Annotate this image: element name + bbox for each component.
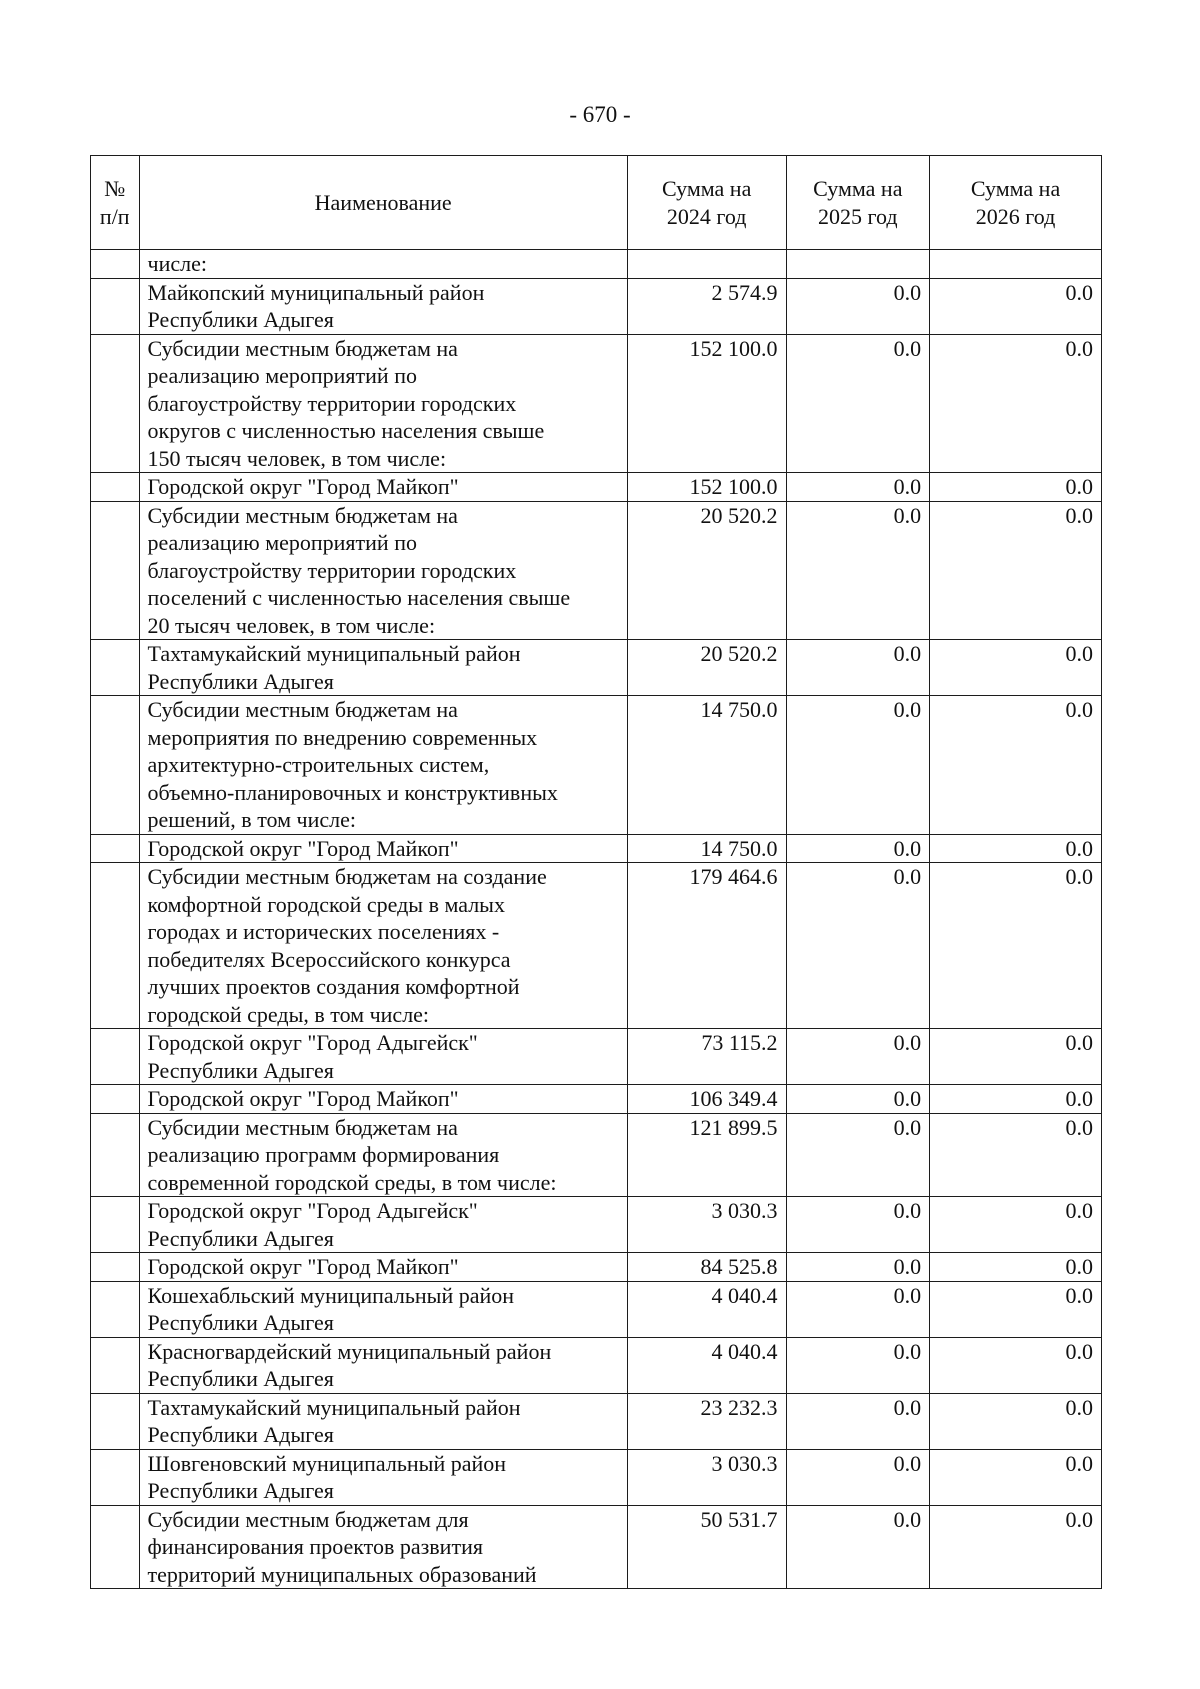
table-body (91, 250, 1102, 1589)
row-index-cell (91, 640, 140, 696)
table-row (91, 1281, 1102, 1337)
row-index-cell (91, 1113, 140, 1197)
row-index-cell (91, 1281, 140, 1337)
row-name-cell: Красногвардейский муниципальный район Республики Адыгея (139, 1337, 627, 1393)
row-sum-2024-cell: 73 115.2 (627, 1029, 786, 1085)
row-index-cell (91, 1029, 140, 1085)
row-sum-2024-cell: 3 030.3 (627, 1449, 786, 1505)
row-sum-2025-cell: 0.0 (786, 1393, 930, 1449)
row-sum-2025-cell: 0.0 (786, 1449, 930, 1505)
row-sum-2025-cell: 0.0 (786, 1337, 930, 1393)
row-name-cell: Субсидии местным бюджетам на реализацию программ формирования современной городской среды, в том числе: (139, 1113, 627, 1197)
row-index-cell (91, 334, 140, 473)
row-sum-2026-cell: 0.0 (930, 863, 1102, 1029)
row-name-cell: Городской округ "Город Адыгейск" Республики Адыгея (139, 1197, 627, 1253)
table-row (91, 278, 1102, 334)
row-index-cell (91, 1253, 140, 1282)
row-sum-2024-cell: 152 100.0 (627, 473, 786, 502)
row-sum-2025-cell: 0.0 (786, 473, 930, 502)
row-sum-2024-cell: 84 525.8 (627, 1253, 786, 1282)
row-sum-2026-cell: 0.0 (930, 696, 1102, 835)
row-sum-2024-cell: 20 520.2 (627, 501, 786, 640)
row-index-cell (91, 863, 140, 1029)
row-name-cell: числе: (139, 250, 627, 279)
row-index-cell (91, 834, 140, 863)
row-sum-2026-cell: 0.0 (930, 1029, 1102, 1085)
table-row (91, 834, 1102, 863)
row-sum-2024-cell: 152 100.0 (627, 334, 786, 473)
row-sum-2026-cell: 0.0 (930, 1253, 1102, 1282)
row-sum-2026-cell: 0.0 (930, 1505, 1102, 1589)
row-sum-2026-cell: 0.0 (930, 1085, 1102, 1114)
row-index-cell (91, 250, 140, 279)
table-row (91, 1197, 1102, 1253)
row-name-cell: Субсидии местным бюджетам на реализацию мероприятий по благоустройству территории городских округов с численностью населения свыше 150 тысяч человек, в том числе: (139, 334, 627, 473)
row-sum-2025-cell: 0.0 (786, 501, 930, 640)
row-name-cell: Субсидии местным бюджетам на реализацию мероприятий по благоустройству территории городских поселений с численностью населения свыше 20 тысяч человек, в том числе: (139, 501, 627, 640)
row-sum-2026-cell: 0.0 (930, 334, 1102, 473)
row-name-cell: Шовгеновский муниципальный район Республики Адыгея (139, 1449, 627, 1505)
row-sum-2026-cell: 0.0 (930, 501, 1102, 640)
row-name-cell: Майкопский муниципальный район Республики Адыгея (139, 278, 627, 334)
page-number: - 670 - (569, 102, 631, 127)
row-name-cell: Городской округ "Город Майкоп" (139, 834, 627, 863)
row-sum-2025-cell: 0.0 (786, 1029, 930, 1085)
row-name-cell: Городской округ "Город Адыгейск" Республики Адыгея (139, 1029, 627, 1085)
row-sum-2024-cell: 14 750.0 (627, 834, 786, 863)
row-sum-2026-cell: 0.0 (930, 1281, 1102, 1337)
header-index: № п/п (91, 156, 140, 250)
row-sum-2025-cell: 0.0 (786, 1085, 930, 1114)
row-sum-2026-cell (930, 250, 1102, 279)
table-row (91, 501, 1102, 640)
budget-table (90, 155, 1102, 1589)
row-sum-2026-cell: 0.0 (930, 1393, 1102, 1449)
row-sum-2025-cell (786, 250, 930, 279)
row-sum-2026-cell: 0.0 (930, 834, 1102, 863)
header-sum-2025: Сумма на 2025 год (786, 156, 930, 250)
row-sum-2026-cell: 0.0 (930, 278, 1102, 334)
row-index-cell (91, 278, 140, 334)
row-name-cell: Кошехабльский муниципальный район Республики Адыгея (139, 1281, 627, 1337)
row-sum-2025-cell: 0.0 (786, 278, 930, 334)
row-index-cell (91, 501, 140, 640)
row-sum-2025-cell: 0.0 (786, 1281, 930, 1337)
row-name-cell: Субсидии местным бюджетам для финансирования проектов развития территорий муниципальных образований (139, 1505, 627, 1589)
row-sum-2025-cell: 0.0 (786, 640, 930, 696)
table-row (91, 1449, 1102, 1505)
row-name-cell: Субсидии местным бюджетам на создание комфортной городской среды в малых городах и исторических поселениях - победителях Всероссийского конкурса лучших проектов создания комфортной городской среды, в том числе: (139, 863, 627, 1029)
row-sum-2025-cell: 0.0 (786, 696, 930, 835)
row-sum-2026-cell: 0.0 (930, 640, 1102, 696)
table-row (91, 1253, 1102, 1282)
row-sum-2024-cell: 50 531.7 (627, 1505, 786, 1589)
row-index-cell (91, 1197, 140, 1253)
row-index-cell (91, 1085, 140, 1114)
row-sum-2025-cell: 0.0 (786, 1505, 930, 1589)
row-name-cell: Городской округ "Город Майкоп" (139, 1253, 627, 1282)
row-index-cell (91, 1337, 140, 1393)
header-sum-2024: Сумма на 2024 год (627, 156, 786, 250)
row-sum-2024-cell: 4 040.4 (627, 1337, 786, 1393)
row-sum-2026-cell: 0.0 (930, 1197, 1102, 1253)
row-sum-2024-cell: 20 520.2 (627, 640, 786, 696)
row-sum-2024-cell: 4 040.4 (627, 1281, 786, 1337)
row-name-cell: Городской округ "Город Майкоп" (139, 473, 627, 502)
row-index-cell (91, 473, 140, 502)
row-sum-2024-cell: 106 349.4 (627, 1085, 786, 1114)
table-row (91, 696, 1102, 835)
row-sum-2024-cell: 179 464.6 (627, 863, 786, 1029)
row-sum-2024-cell: 14 750.0 (627, 696, 786, 835)
row-sum-2024-cell: 3 030.3 (627, 1197, 786, 1253)
table-row (91, 250, 1102, 279)
row-sum-2026-cell: 0.0 (930, 1449, 1102, 1505)
row-sum-2026-cell: 0.0 (930, 473, 1102, 502)
row-name-cell: Тахтамукайский муниципальный район Республики Адыгея (139, 640, 627, 696)
row-sum-2025-cell: 0.0 (786, 1253, 930, 1282)
row-sum-2024-cell: 23 232.3 (627, 1393, 786, 1449)
row-sum-2024-cell: 121 899.5 (627, 1113, 786, 1197)
table-row (91, 1085, 1102, 1114)
row-sum-2025-cell: 0.0 (786, 334, 930, 473)
row-index-cell (91, 1393, 140, 1449)
table-row (91, 334, 1102, 473)
row-sum-2025-cell: 0.0 (786, 1113, 930, 1197)
table-row (91, 1029, 1102, 1085)
table-row (91, 1393, 1102, 1449)
row-sum-2025-cell: 0.0 (786, 863, 930, 1029)
table-row (91, 1337, 1102, 1393)
row-sum-2026-cell: 0.0 (930, 1113, 1102, 1197)
table-header-row (91, 156, 1102, 250)
row-name-cell: Городской округ "Город Майкоп" (139, 1085, 627, 1114)
header-name: Наименование (139, 156, 627, 250)
row-sum-2025-cell: 0.0 (786, 1197, 930, 1253)
table-row (91, 1505, 1102, 1589)
row-name-cell: Тахтамукайский муниципальный район Республики Адыгея (139, 1393, 627, 1449)
row-index-cell (91, 1505, 140, 1589)
row-sum-2024-cell (627, 250, 786, 279)
row-sum-2024-cell: 2 574.9 (627, 278, 786, 334)
table-row (91, 1113, 1102, 1197)
row-name-cell: Субсидии местным бюджетам на мероприятия по внедрению современных архитектурно-строительных систем, объемно-планировочных и конструктивных решений, в том числе: (139, 696, 627, 835)
table-row (91, 473, 1102, 502)
header-sum-2026: Сумма на 2026 год (930, 156, 1102, 250)
table-row (91, 640, 1102, 696)
row-sum-2026-cell: 0.0 (930, 1337, 1102, 1393)
row-index-cell (91, 696, 140, 835)
table-row (91, 863, 1102, 1029)
row-sum-2025-cell: 0.0 (786, 834, 930, 863)
row-index-cell (91, 1449, 140, 1505)
